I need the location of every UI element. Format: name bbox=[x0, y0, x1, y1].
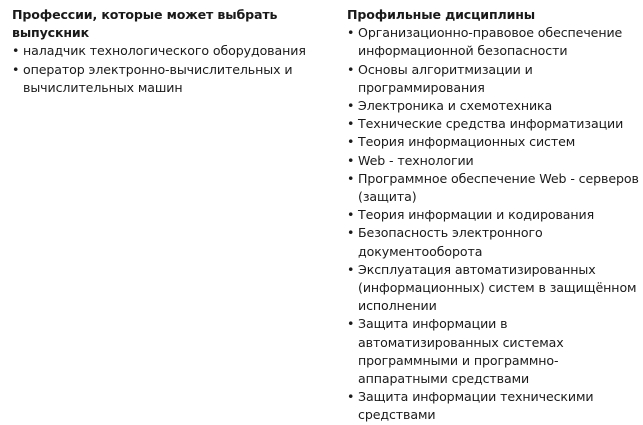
list-item bbox=[347, 388, 639, 424]
bullet-icon: • bbox=[12, 43, 20, 59]
list-item-text: Защита информации в автоматизированных системах программными и программно-аппаратными средствами bbox=[358, 316, 564, 387]
professions-section bbox=[12, 6, 332, 97]
list-item-text: Электроника и схемотехника bbox=[358, 98, 553, 114]
list-item bbox=[347, 315, 639, 388]
list-item-text: Эксплуатация автоматизированных (информационных) систем в защищённом исполнении bbox=[358, 261, 637, 314]
list-item bbox=[12, 42, 332, 60]
list-item bbox=[347, 24, 639, 60]
bullet-icon: • bbox=[347, 316, 355, 332]
bullet-icon: • bbox=[347, 261, 355, 277]
bullet-icon: • bbox=[347, 116, 355, 132]
disciplines-section bbox=[347, 6, 639, 425]
list-item-text: наладчик технологического оборудования bbox=[23, 43, 306, 59]
list-item bbox=[347, 97, 639, 115]
list-item bbox=[347, 224, 639, 260]
list-item-text: Защита информации техническими средствами bbox=[358, 389, 594, 423]
disciplines-title: Профильные дисциплины bbox=[347, 7, 536, 22]
bullet-icon: • bbox=[347, 207, 355, 223]
list-item bbox=[347, 206, 639, 224]
bullet-icon: • bbox=[347, 61, 355, 77]
list-item-text: Теория информации и кодирования bbox=[358, 207, 595, 223]
list-item-text: Теория информационных систем bbox=[358, 134, 576, 150]
list-item bbox=[12, 61, 332, 97]
list-item bbox=[347, 133, 639, 151]
list-item bbox=[347, 261, 639, 316]
disciplines-list bbox=[347, 24, 639, 424]
bullet-icon: • bbox=[347, 25, 355, 41]
list-item-text: Web - технологии bbox=[358, 152, 474, 168]
list-item-text: оператор электронно-вычислительных и вычислительных машин bbox=[23, 61, 293, 95]
list-item-text: Безопасность электронного документооборота bbox=[358, 225, 543, 259]
list-item bbox=[347, 115, 639, 133]
list-item bbox=[347, 170, 639, 206]
bullet-icon: • bbox=[347, 389, 355, 405]
professions-title: Профессии, которые может выбрать выпускник bbox=[12, 7, 278, 41]
list-item-text: Организационно-правовое обеспечение информационной безопасности bbox=[358, 25, 623, 59]
bullet-icon: • bbox=[347, 225, 355, 241]
bullet-icon: • bbox=[347, 170, 355, 186]
list-item-text: Основы алгоритмизации и программирования bbox=[358, 61, 533, 95]
list-item-text: Программное обеспечение Web - серверов (защита) bbox=[358, 170, 639, 205]
bullet-icon: • bbox=[347, 98, 355, 114]
list-item-text: Технические средства информатизации bbox=[358, 116, 624, 132]
bullet-icon: • bbox=[12, 61, 20, 77]
bullet-icon: • bbox=[347, 152, 355, 168]
professions-list bbox=[12, 42, 332, 97]
list-item bbox=[347, 152, 639, 170]
list-item bbox=[347, 61, 639, 97]
bullet-icon: • bbox=[347, 134, 355, 150]
